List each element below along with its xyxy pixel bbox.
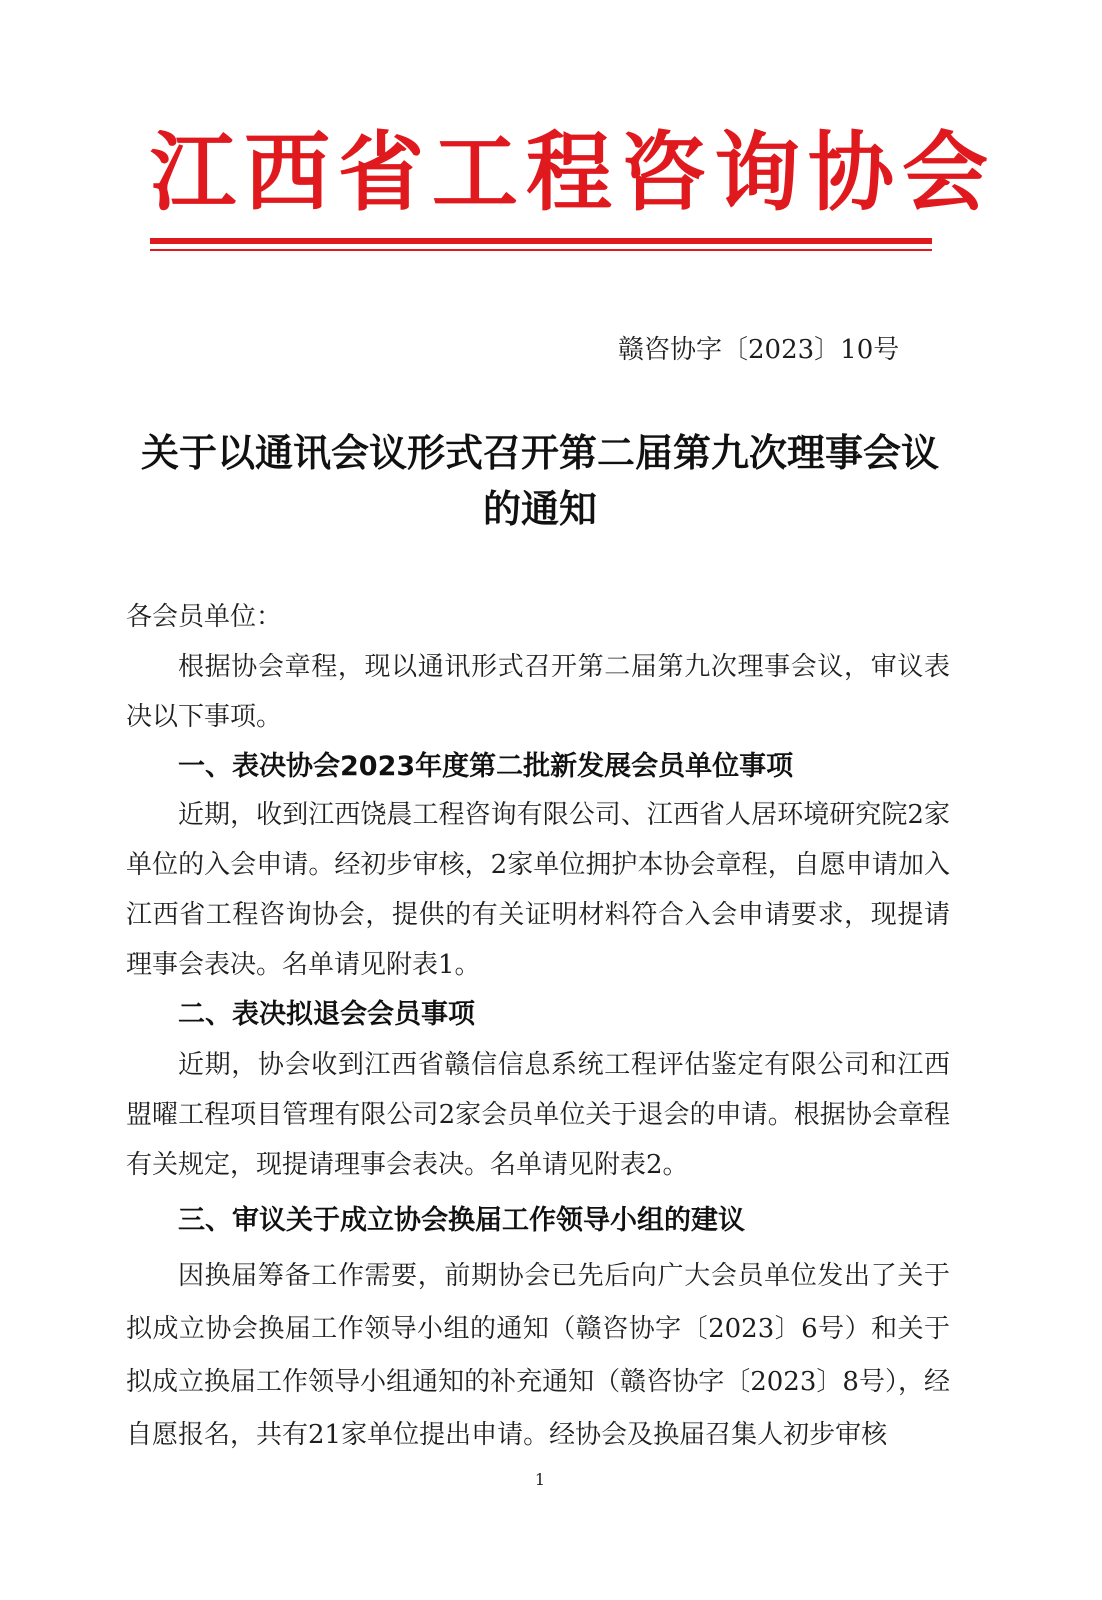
section-3-text: 因换届筹备工作需要，前期协会已先后向广大会员单位发出了关于拟成立协会换届工作领导小组的通知（赣咨协字〔2023〕6号）和关于拟成立换届工作领导小组通知的补充通知（赣咨协字〔2023〕8号），经自愿报名，共有21家单位提出申请。经协会及换届召集人初步审核 (126, 1261, 950, 1450)
page-number: 1 (534, 1470, 546, 1489)
section-3-heading: 三、审议关于成立协会换届工作领导小组的建议 (178, 1205, 745, 1236)
section-1-heading: 一、表决协会2023年度第二批新发展会员单位事项 (178, 751, 794, 782)
section-1-text: 近期，收到江西饶晨工程咨询有限公司、江西省人居环境研究院2家单位的入会申请。经初步审核，2家单位拥护本协会章程，自愿申请加入江西省工程咨询协会，提供的有关证明材料符合入会申请要求，现提请理事会表决。名单请见附表1。 (126, 800, 950, 980)
letterhead-red-rule (150, 238, 932, 244)
section-2-heading: 二、表决拟退会会员事项 (178, 999, 475, 1030)
letterhead-red-rule-thin (150, 249, 932, 251)
document-number: 赣咨协字〔2023〕10号 (618, 335, 900, 365)
intro-paragraph: 根据协会章程，现以通讯形式召开第二届第九次理事会议，审议表决以下事项。 (126, 652, 950, 732)
letterhead-org-name: 江西省工程咨询协会 (150, 122, 996, 223)
salutation: 各会员单位： (126, 602, 283, 632)
section-2-text: 近期，协会收到江西省赣信信息系统工程评估鉴定有限公司和江西盟曜工程项目管理有限公司2家会员单位关于退会的申请。根据协会章程有关规定，现提请理事会表决。名单请见附表2。 (126, 1050, 950, 1180)
document-title: 关于以通讯会议形式召开第二届第九次理事会议的通知 (140, 431, 939, 531)
